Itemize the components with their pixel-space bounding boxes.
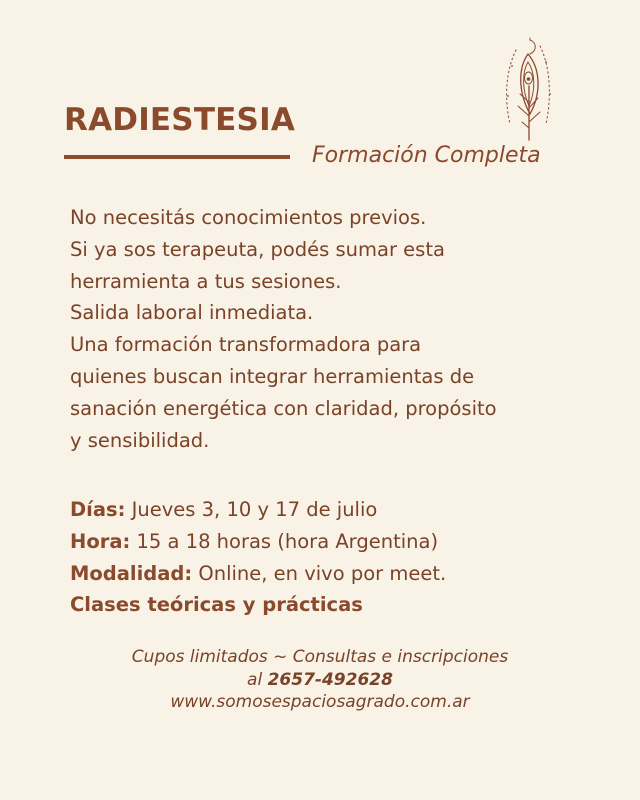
description-line: Si ya sos terapeuta, podés sumar esta: [70, 237, 445, 261]
feather-pendulum-icon: [500, 36, 556, 144]
footer: [0, 646, 640, 714]
page-subtitle: Formación Completa: [312, 143, 541, 168]
time-row: [70, 526, 446, 558]
description-line: Salida laboral inmediata.: [70, 301, 314, 325]
title-divider: [64, 155, 290, 159]
description-line: Una formación transformadora para: [70, 333, 422, 357]
footer-contact: [0, 669, 640, 692]
footer-contact-prefix: al: [247, 669, 263, 690]
days-label: Días:: [70, 498, 126, 521]
event-details: [70, 494, 446, 621]
page-title: RADIESTESIA: [64, 102, 296, 138]
days-value: Jueves 3, 10 y 17 de julio: [131, 498, 378, 521]
description-line: No necesitás conocimientos previos.: [70, 206, 427, 229]
classes-label: Clases teóricas y prácticas: [70, 593, 363, 617]
description-line: sanación energética con claridad, propósito: [70, 396, 497, 420]
description: [70, 202, 570, 456]
description-line: quienes buscan integrar herramientas de: [70, 364, 475, 388]
mode-value: Online, en vivo por meet.: [198, 561, 447, 585]
website-link[interactable]: www.somosespaciosagrado.com.ar: [170, 692, 470, 712]
footer-availability: Cupos limitados ~ Consultas e inscripciones: [131, 647, 509, 667]
time-value: 15 a 18 horas (hora Argentina): [136, 529, 439, 553]
classes-row: [70, 589, 446, 621]
time-label: Hora:: [70, 529, 131, 553]
phone-number[interactable]: 2657-492628: [267, 669, 393, 690]
days-row: [70, 494, 446, 526]
description-line: herramienta a tus sesiones.: [70, 269, 342, 293]
description-line: y sensibilidad.: [70, 428, 210, 452]
mode-row: [70, 558, 446, 590]
mode-label: Modalidad:: [70, 561, 193, 585]
